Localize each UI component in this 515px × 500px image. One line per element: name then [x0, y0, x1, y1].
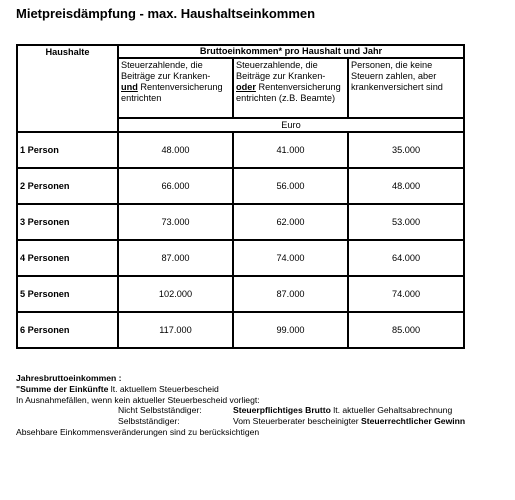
household-label: 6 Personen [17, 312, 118, 348]
income-table [16, 44, 465, 349]
value-non-taxpayers: 85.000 [348, 312, 464, 348]
household-label: 4 Personen [17, 240, 118, 276]
household-label: 3 Personen [17, 204, 118, 240]
notes-absehbar: Absehbare Einkommensveränderungen sind zu berücksichtigen [16, 426, 260, 437]
value-taxpayers-or: 56.000 [233, 168, 348, 204]
notes-ausnahme: In Ausnahmefällen, wenn kein aktueller Steuerbescheid vorliegt: [16, 394, 260, 405]
value-taxpayers-or: 99.000 [233, 312, 348, 348]
value-taxpayers-or: 87.000 [233, 276, 348, 312]
value-non-taxpayers: 53.000 [348, 204, 464, 240]
value-non-taxpayers: 74.000 [348, 276, 464, 312]
notes-summe: "Summe der Einkünfte lt. aktuellem Steuerbescheid [16, 383, 219, 394]
household-label: 5 Personen [17, 276, 118, 312]
value-taxpayers-and: 87.000 [118, 240, 233, 276]
notes-employee: Nicht Selbstständiger: Steuerpflichtiges Brutto lt. aktueller Gehaltsabrechnung [118, 405, 453, 416]
desc-non-taxpayers: Personen, die keine Steuern zahlen, aber krankenversichert sind [348, 58, 464, 118]
value-taxpayers-and: 117.000 [118, 312, 233, 348]
household-label: 2 Personen [17, 168, 118, 204]
value-non-taxpayers: 35.000 [348, 132, 464, 168]
header-households: Haushalte [17, 45, 118, 132]
table-row [17, 312, 464, 348]
currency-label: Euro [118, 118, 464, 132]
page-title: Mietpreisdämpfung - max. Haushaltseinkommen [16, 6, 316, 21]
footnotes [16, 373, 511, 438]
notes-self-employed: Selbstständiger: Vom Steuerberater bescheinigter Steuerrechtlicher Gewinn [118, 416, 466, 427]
value-taxpayers-and: 102.000 [118, 276, 233, 312]
notes-heading: Jahresbruttoeinkommen : [16, 373, 122, 383]
value-taxpayers-and: 48.000 [118, 132, 233, 168]
value-taxpayers-or: 74.000 [233, 240, 348, 276]
table-row [17, 276, 464, 312]
value-non-taxpayers: 64.000 [348, 240, 464, 276]
table-row [17, 204, 464, 240]
table-row [17, 168, 464, 204]
value-taxpayers-or: 41.000 [233, 132, 348, 168]
value-taxpayers-or: 62.000 [233, 204, 348, 240]
desc-taxpayers-or: Steuerzahlende, die Beiträge zur Kranken- oder Rentenversicherung entrichten (z.B. Beamte) [233, 58, 348, 118]
household-label: 1 Person [17, 132, 118, 168]
value-taxpayers-and: 73.000 [118, 204, 233, 240]
header-gross-income: Bruttoeinkommen* pro Haushalt und Jahr [118, 45, 464, 58]
table-row [17, 240, 464, 276]
value-taxpayers-and: 66.000 [118, 168, 233, 204]
desc-taxpayers-and: Steuerzahlende, die Beiträge zur Kranken- und Rentenversicherung entrichten [118, 58, 233, 118]
table-row [17, 132, 464, 168]
value-non-taxpayers: 48.000 [348, 168, 464, 204]
